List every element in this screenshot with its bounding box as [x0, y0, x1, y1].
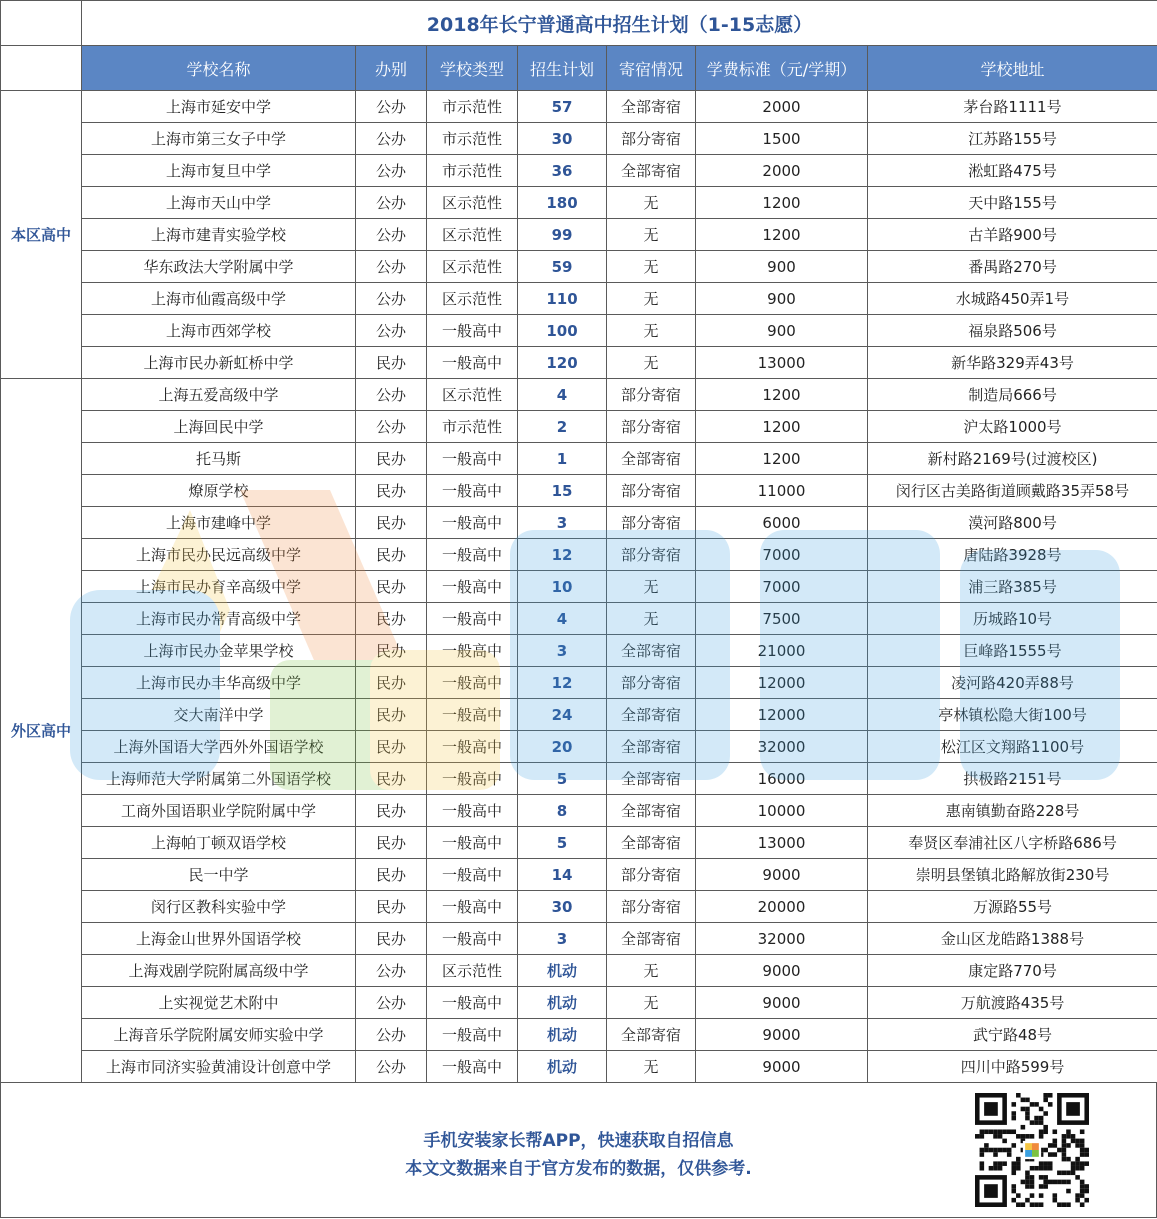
school-type-cell: 一般高中	[427, 507, 518, 539]
address-cell: 惠南镇勤奋路228号	[868, 795, 1157, 827]
ownership-cell: 民办	[356, 667, 427, 699]
boarding-cell: 全部寄宿	[607, 827, 696, 859]
quota-cell: 57	[518, 91, 607, 123]
table-row	[1, 699, 1157, 731]
school-type-cell: 区示范性	[427, 219, 518, 251]
footer-line-1: 手机安装家长帮APP，快速获取自招信息	[423, 1131, 734, 1151]
address-cell: 松江区文翔路1100号	[868, 731, 1157, 763]
school-name-cell: 上海市同济实验黄浦设计创意中学	[82, 1051, 356, 1083]
quota-cell: 4	[518, 379, 607, 411]
quota-cell: 5	[518, 827, 607, 859]
ownership-cell: 民办	[356, 507, 427, 539]
header-ownership: 办别	[356, 46, 427, 91]
school-type-cell: 市示范性	[427, 155, 518, 187]
school-name-cell: 上海市民办常青高级中学	[82, 603, 356, 635]
boarding-cell: 全部寄宿	[607, 443, 696, 475]
boarding-cell: 无	[607, 251, 696, 283]
school-name-cell: 上海市天山中学	[82, 187, 356, 219]
address-cell: 淞虹路475号	[868, 155, 1157, 187]
quota-cell: 99	[518, 219, 607, 251]
boarding-cell: 部分寄宿	[607, 411, 696, 443]
school-type-cell: 区示范性	[427, 955, 518, 987]
fee-cell: 13000	[696, 827, 868, 859]
school-type-cell: 区示范性	[427, 379, 518, 411]
quota-cell: 20	[518, 731, 607, 763]
fee-cell: 1500	[696, 123, 868, 155]
ownership-cell: 民办	[356, 539, 427, 571]
address-cell: 沪太路1000号	[868, 411, 1157, 443]
table-row	[1, 443, 1157, 475]
school-type-cell: 一般高中	[427, 1051, 518, 1083]
table-row	[1, 635, 1157, 667]
ownership-cell: 公办	[356, 987, 427, 1019]
address-cell: 浦三路385号	[868, 571, 1157, 603]
table-row	[1, 891, 1157, 923]
school-name-cell: 上海市建青实验学校	[82, 219, 356, 251]
address-cell: 福泉路506号	[868, 315, 1157, 347]
fee-cell: 2000	[696, 91, 868, 123]
school-name-cell: 交大南洋中学	[82, 699, 356, 731]
table-row	[1, 827, 1157, 859]
school-type-cell: 一般高中	[427, 571, 518, 603]
school-name-cell: 华东政法大学附属中学	[82, 251, 356, 283]
ownership-cell: 公办	[356, 219, 427, 251]
address-cell: 四川中路599号	[868, 1051, 1157, 1083]
boarding-cell: 部分寄宿	[607, 891, 696, 923]
school-type-cell: 一般高中	[427, 315, 518, 347]
boarding-cell: 全部寄宿	[607, 795, 696, 827]
fee-cell: 1200	[696, 187, 868, 219]
fee-cell: 900	[696, 251, 868, 283]
quota-cell: 12	[518, 539, 607, 571]
table-row	[1, 347, 1157, 379]
ownership-cell: 公办	[356, 123, 427, 155]
group-label: 外区高中	[1, 379, 82, 1083]
quota-cell: 12	[518, 667, 607, 699]
school-type-cell: 一般高中	[427, 1019, 518, 1051]
quota-cell: 2	[518, 411, 607, 443]
school-type-cell: 一般高中	[427, 699, 518, 731]
school-name-cell: 托马斯	[82, 443, 356, 475]
boarding-cell: 无	[607, 1051, 696, 1083]
fee-cell: 12000	[696, 667, 868, 699]
school-name-cell: 上海市延安中学	[82, 91, 356, 123]
ownership-cell: 民办	[356, 795, 427, 827]
school-name-cell: 上海市民办新虹桥中学	[82, 347, 356, 379]
school-type-cell: 区示范性	[427, 283, 518, 315]
school-name-cell: 上海金山世界外国语学校	[82, 923, 356, 955]
header-row	[1, 46, 1157, 91]
ownership-cell: 民办	[356, 827, 427, 859]
address-cell: 万航渡路435号	[868, 987, 1157, 1019]
header-blank-cell	[1, 46, 82, 91]
quota-cell: 3	[518, 923, 607, 955]
address-cell: 奉贤区奉浦社区八字桥路686号	[868, 827, 1157, 859]
table-row	[1, 731, 1157, 763]
table-row	[1, 763, 1157, 795]
table-row	[1, 603, 1157, 635]
address-cell: 历城路10号	[868, 603, 1157, 635]
school-name-cell: 上海戏剧学院附属高级中学	[82, 955, 356, 987]
school-type-cell: 一般高中	[427, 475, 518, 507]
ownership-cell: 民办	[356, 635, 427, 667]
school-name-cell: 上海回民中学	[82, 411, 356, 443]
qr-code-icon	[975, 1093, 1089, 1207]
school-type-cell: 市示范性	[427, 91, 518, 123]
boarding-cell: 无	[607, 187, 696, 219]
header-fee: 学费标准（元/学期）	[696, 46, 868, 91]
school-name-cell: 上海市民办金苹果学校	[82, 635, 356, 667]
boarding-cell: 无	[607, 955, 696, 987]
table-row	[1, 283, 1157, 315]
address-cell: 康定路770号	[868, 955, 1157, 987]
table-row	[1, 251, 1157, 283]
school-name-cell: 燎原学校	[82, 475, 356, 507]
ownership-cell: 公办	[356, 91, 427, 123]
address-cell: 闵行区古美路街道顾戴路35弄58号	[868, 475, 1157, 507]
address-cell: 凌河路420弄88号	[868, 667, 1157, 699]
quota-cell: 10	[518, 571, 607, 603]
fee-cell: 7000	[696, 539, 868, 571]
ownership-cell: 公办	[356, 251, 427, 283]
boarding-cell: 全部寄宿	[607, 923, 696, 955]
school-type-cell: 一般高中	[427, 827, 518, 859]
address-cell: 江苏路155号	[868, 123, 1157, 155]
table-row	[1, 475, 1157, 507]
address-cell: 番禺路270号	[868, 251, 1157, 283]
ownership-cell: 民办	[356, 347, 427, 379]
fee-cell: 10000	[696, 795, 868, 827]
quota-cell: 30	[518, 891, 607, 923]
school-type-cell: 一般高中	[427, 763, 518, 795]
school-name-cell: 上海市民办民远高级中学	[82, 539, 356, 571]
school-name-cell: 工商外国语职业学院附属中学	[82, 795, 356, 827]
ownership-cell: 公办	[356, 315, 427, 347]
boarding-cell: 全部寄宿	[607, 155, 696, 187]
fee-cell: 9000	[696, 859, 868, 891]
address-cell: 巨峰路1555号	[868, 635, 1157, 667]
ownership-cell: 民办	[356, 699, 427, 731]
school-type-cell: 一般高中	[427, 987, 518, 1019]
quota-cell: 14	[518, 859, 607, 891]
fee-cell: 16000	[696, 763, 868, 795]
table-row	[1, 795, 1157, 827]
header-school-name: 学校名称	[82, 46, 356, 91]
table-row	[1, 859, 1157, 891]
quota-cell: 3	[518, 507, 607, 539]
quota-cell: 3	[518, 635, 607, 667]
fee-cell: 1200	[696, 411, 868, 443]
school-type-cell: 一般高中	[427, 603, 518, 635]
table-row	[1, 379, 1157, 411]
school-name-cell: 上海师范大学附属第二外国语学校	[82, 763, 356, 795]
address-cell: 制造局666号	[868, 379, 1157, 411]
corner-cell	[1, 1, 82, 46]
boarding-cell: 部分寄宿	[607, 507, 696, 539]
fee-cell: 9000	[696, 955, 868, 987]
school-name-cell: 上海市复旦中学	[82, 155, 356, 187]
address-cell: 天中路155号	[868, 187, 1157, 219]
ownership-cell: 公办	[356, 379, 427, 411]
ownership-cell: 公办	[356, 1019, 427, 1051]
fee-cell: 9000	[696, 987, 868, 1019]
school-name-cell: 上海市民办育辛高级中学	[82, 571, 356, 603]
ownership-cell: 公办	[356, 1051, 427, 1083]
table-row	[1, 91, 1157, 123]
boarding-cell: 部分寄宿	[607, 667, 696, 699]
school-name-cell: 上海市民办丰华高级中学	[82, 667, 356, 699]
school-name-cell: 民一中学	[82, 859, 356, 891]
quota-cell: 5	[518, 763, 607, 795]
table-row	[1, 539, 1157, 571]
fee-cell: 7000	[696, 571, 868, 603]
school-type-cell: 一般高中	[427, 891, 518, 923]
boarding-cell: 无	[607, 347, 696, 379]
school-type-cell: 一般高中	[427, 923, 518, 955]
school-type-cell: 区示范性	[427, 251, 518, 283]
ownership-cell: 民办	[356, 571, 427, 603]
school-type-cell: 一般高中	[427, 859, 518, 891]
ownership-cell: 公办	[356, 283, 427, 315]
school-name-cell: 上海市西郊学校	[82, 315, 356, 347]
address-cell: 水城路450弄1号	[868, 283, 1157, 315]
boarding-cell: 全部寄宿	[607, 731, 696, 763]
header-quota: 招生计划	[518, 46, 607, 91]
address-cell: 亭林镇松隐大街100号	[868, 699, 1157, 731]
fee-cell: 21000	[696, 635, 868, 667]
boarding-cell: 无	[607, 603, 696, 635]
boarding-cell: 全部寄宿	[607, 763, 696, 795]
school-name-cell: 上海音乐学院附属安师实验中学	[82, 1019, 356, 1051]
fee-cell: 9000	[696, 1019, 868, 1051]
table-row	[1, 955, 1157, 987]
table-row	[1, 1019, 1157, 1051]
school-name-cell: 上海帕丁顿双语学校	[82, 827, 356, 859]
header-boarding: 寄宿情况	[607, 46, 696, 91]
table-row	[1, 155, 1157, 187]
quota-cell: 机动	[518, 955, 607, 987]
quota-cell: 100	[518, 315, 607, 347]
boarding-cell: 全部寄宿	[607, 1019, 696, 1051]
address-cell: 新村路2169号(过渡校区)	[868, 443, 1157, 475]
fee-cell: 1200	[696, 219, 868, 251]
fee-cell: 6000	[696, 507, 868, 539]
table-row	[1, 1051, 1157, 1083]
school-name-cell: 上海市建峰中学	[82, 507, 356, 539]
ownership-cell: 公办	[356, 411, 427, 443]
ownership-cell: 民办	[356, 731, 427, 763]
group-label: 本区高中	[1, 91, 82, 379]
table-row	[1, 315, 1157, 347]
ownership-cell: 民办	[356, 891, 427, 923]
quota-cell: 180	[518, 187, 607, 219]
ownership-cell: 民办	[356, 443, 427, 475]
address-cell: 武宁路48号	[868, 1019, 1157, 1051]
school-type-cell: 一般高中	[427, 443, 518, 475]
ownership-cell: 民办	[356, 859, 427, 891]
school-type-cell: 区示范性	[427, 187, 518, 219]
quota-cell: 30	[518, 123, 607, 155]
ownership-cell: 公办	[356, 955, 427, 987]
quota-cell: 1	[518, 443, 607, 475]
school-type-cell: 一般高中	[427, 795, 518, 827]
table-row	[1, 667, 1157, 699]
fee-cell: 1200	[696, 379, 868, 411]
address-cell: 古羊路900号	[868, 219, 1157, 251]
boarding-cell: 全部寄宿	[607, 635, 696, 667]
quota-cell: 24	[518, 699, 607, 731]
school-type-cell: 市示范性	[427, 123, 518, 155]
school-type-cell: 一般高中	[427, 347, 518, 379]
table-row	[1, 219, 1157, 251]
school-type-cell: 一般高中	[427, 635, 518, 667]
school-type-cell: 一般高中	[427, 731, 518, 763]
fee-cell: 20000	[696, 891, 868, 923]
page-title	[82, 1, 1157, 46]
table-row	[1, 411, 1157, 443]
boarding-cell: 部分寄宿	[607, 539, 696, 571]
table-row	[1, 987, 1157, 1019]
boarding-cell: 部分寄宿	[607, 859, 696, 891]
boarding-cell: 无	[607, 219, 696, 251]
quota-cell: 4	[518, 603, 607, 635]
quota-cell: 110	[518, 283, 607, 315]
header-school-type: 学校类型	[427, 46, 518, 91]
address-cell: 拱极路2151号	[868, 763, 1157, 795]
address-cell: 茅台路1111号	[868, 91, 1157, 123]
ownership-cell: 民办	[356, 603, 427, 635]
school-name-cell: 上实视觉艺术附中	[82, 987, 356, 1019]
table-row	[1, 123, 1157, 155]
school-type-cell: 一般高中	[427, 667, 518, 699]
fee-cell: 9000	[696, 1051, 868, 1083]
footer-line-2: 本文文数据来自于官方发布的数据，仅供参考.	[405, 1159, 752, 1179]
fee-cell: 900	[696, 315, 868, 347]
boarding-cell: 全部寄宿	[607, 699, 696, 731]
fee-cell: 12000	[696, 699, 868, 731]
school-name-cell: 上海市仙霞高级中学	[82, 283, 356, 315]
boarding-cell: 无	[607, 571, 696, 603]
boarding-cell: 部分寄宿	[607, 379, 696, 411]
school-name-cell: 上海市第三女子中学	[82, 123, 356, 155]
boarding-cell: 部分寄宿	[607, 475, 696, 507]
quota-cell: 36	[518, 155, 607, 187]
address-cell: 唐陆路3928号	[868, 539, 1157, 571]
table-row	[1, 507, 1157, 539]
fee-cell: 13000	[696, 347, 868, 379]
fee-cell: 1200	[696, 443, 868, 475]
ownership-cell: 公办	[356, 187, 427, 219]
ownership-cell: 公办	[356, 155, 427, 187]
school-name-cell: 上海外国语大学西外外国语学校	[82, 731, 356, 763]
address-cell: 漠河路800号	[868, 507, 1157, 539]
ownership-cell: 民办	[356, 763, 427, 795]
address-cell: 崇明县堡镇北路解放街230号	[868, 859, 1157, 891]
school-name-cell: 上海五爱高级中学	[82, 379, 356, 411]
quota-cell: 机动	[518, 987, 607, 1019]
school-type-cell: 市示范性	[427, 411, 518, 443]
quota-cell: 15	[518, 475, 607, 507]
quota-cell: 机动	[518, 1051, 607, 1083]
table-row	[1, 923, 1157, 955]
quota-cell: 59	[518, 251, 607, 283]
quota-cell: 机动	[518, 1019, 607, 1051]
quota-cell: 8	[518, 795, 607, 827]
ownership-cell: 民办	[356, 923, 427, 955]
ownership-cell: 民办	[356, 475, 427, 507]
boarding-cell: 无	[607, 987, 696, 1019]
fee-cell: 7500	[696, 603, 868, 635]
title-text: 2018年长宁普通高中招生计划（1-15志愿）	[426, 13, 813, 36]
quota-cell: 120	[518, 347, 607, 379]
school-name-cell: 闵行区教科实验中学	[82, 891, 356, 923]
address-cell: 万源路55号	[868, 891, 1157, 923]
fee-cell: 11000	[696, 475, 868, 507]
table-row	[1, 571, 1157, 603]
fee-cell: 2000	[696, 155, 868, 187]
boarding-cell: 无	[607, 283, 696, 315]
boarding-cell: 全部寄宿	[607, 91, 696, 123]
address-cell: 新华路329弄43号	[868, 347, 1157, 379]
fee-cell: 900	[696, 283, 868, 315]
address-cell: 金山区龙皓路1388号	[868, 923, 1157, 955]
boarding-cell: 部分寄宿	[607, 123, 696, 155]
header-address: 学校地址	[868, 46, 1157, 91]
table-row	[1, 187, 1157, 219]
fee-cell: 32000	[696, 731, 868, 763]
boarding-cell: 无	[607, 315, 696, 347]
school-type-cell: 一般高中	[427, 539, 518, 571]
fee-cell: 32000	[696, 923, 868, 955]
